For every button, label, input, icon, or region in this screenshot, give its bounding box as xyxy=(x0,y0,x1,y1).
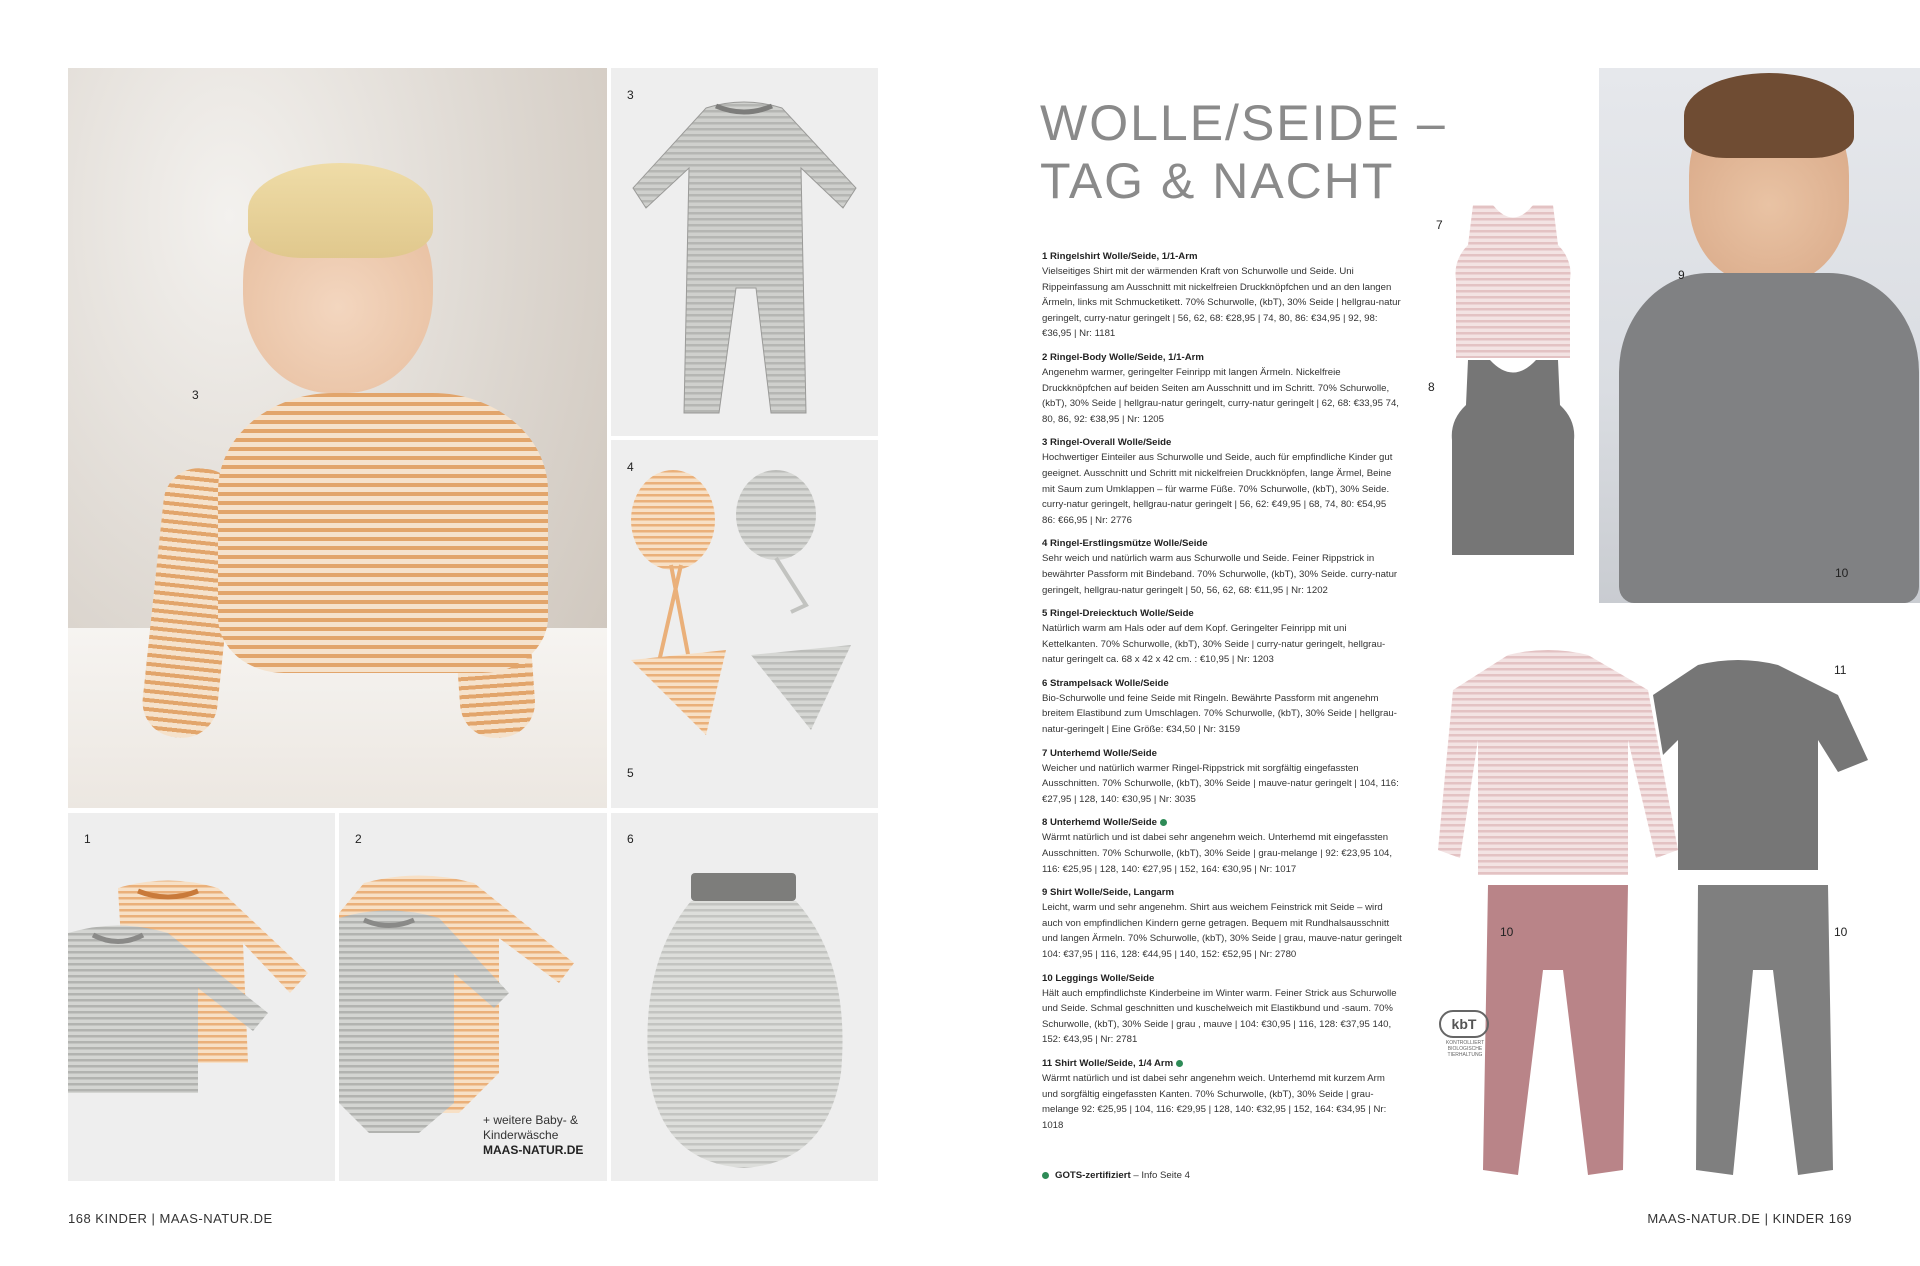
product-item-text: Vielseitiges Shirt mit der wärmenden Kraft von Schurwolle und Seide. Uni Rippeinfassung am Ausschnitt mit nickelfreien Druckknöpfchen und an den langen Ärmeln, links mit Schmucketikett. 70% Schurwolle, (kbT), 30% Seide | hellgrau-natur geringelt, curry-natur geringelt | 56, 62, 68: €28,95 | 74, 80, 86: €34,95 | 92, 98: €36,95 | Nr: 1181 xyxy=(1042,266,1401,340)
boy-wearing-shirt-photo xyxy=(1599,68,1920,603)
boy-hair xyxy=(1684,73,1854,158)
gots-dot-icon xyxy=(1176,1060,1183,1067)
kbt-certification-logo xyxy=(1439,1010,1491,1062)
hero-baby-photo xyxy=(68,68,607,808)
leggings-gray-number: 10 xyxy=(1834,925,1848,939)
hats-scarves-product-photo xyxy=(611,440,878,808)
ringelshirt-garments xyxy=(68,813,335,1181)
product-item-text: Natürlich warm am Hals oder auf dem Kopf. Geringelter Feinripp mit uni Kettelkanten. 70% Schurwolle, (kbT), 30% Seide | curry-natur geringelt, hellgrau-natur geringelt ca. 68 x 42 x 42 cm. : €10,95 | Nr: 1203 xyxy=(1042,623,1386,666)
product-item-text: Wärmt natürlich und ist dabei sehr angenehm weich. Unterhemd mit kurzem Arm und sorgfältig eingefassten Kanten. 70% Schurwolle, (kbT), 30% Seide | grau-melange 92: €25,95 | 104, 116: €29,95 | 128, 140: €32,95 | 152, 164: €34,95 | Nr: 1018 xyxy=(1042,1072,1387,1131)
product-item-title xyxy=(1042,886,1402,900)
tank-pink-number: 7 xyxy=(1436,218,1443,232)
footer-left: 168 KINDER | MAAS-NATUR.DE xyxy=(68,1211,273,1226)
leggings-mauve-number: 10 xyxy=(1500,925,1514,939)
product-item-title xyxy=(1042,816,1402,830)
more-note-url-text: MAAS-NATUR.DE xyxy=(483,1143,584,1157)
product-item-title xyxy=(1042,607,1402,621)
hats-number: 4 xyxy=(627,460,634,474)
product-item xyxy=(1042,351,1402,427)
product-item-title xyxy=(1042,436,1402,450)
product-item-text: Bio-Schurwolle und feine Seide mit Ringeln. Bewährte Passform mit angenehm breitem Elastibund zum Umschlagen. 70% Schurwolle, (kbT), 30% Seide | hellgrau-natur-geringelt | Eine Größe: €34,50 | Nr: 3159 xyxy=(1042,692,1397,736)
boy-shirt-number: 9 xyxy=(1678,268,1685,282)
product-item-text: Wärmt natürlich und ist dabei sehr angenehm weich. Unterhemd mit eingefassten Ausschnitten. 70% Schurwolle, (kbT), 30% Seide | grau-melange | 92: €23,95 104, 116: €25,95 | 128, 140: €27,95 | 152, 164: €30,95 | Nr: 1017 xyxy=(1042,832,1393,875)
hats-scarves-garments xyxy=(611,440,878,808)
gots-note xyxy=(1042,1170,1190,1181)
product-item xyxy=(1042,886,1402,962)
gots-note-rest: – Info Seite 4 xyxy=(1130,1170,1190,1181)
product-item-title xyxy=(1042,250,1402,264)
product-item-text: Weicher und natürlich warmer Ringel-Rippstrick mit sorgfältig eingefassten Ausschnitten. 70% Schurwolle, (kbT), 30% Seide | mauve-natur geringelt | 104, 116: €27,95 | 128, 140: €30,95 | Nr: 3035 xyxy=(1042,762,1399,805)
product-descriptions xyxy=(1042,250,1402,1142)
page-headline xyxy=(1040,94,1447,210)
boy-leggings-number: 10 xyxy=(1835,566,1849,580)
boy-gray-shirt xyxy=(1619,273,1919,603)
product-item xyxy=(1042,1057,1402,1133)
strampelsack-garment xyxy=(611,813,878,1181)
body-number: 2 xyxy=(355,832,362,846)
baby-striped-shirt xyxy=(218,393,548,673)
product-item-text: Hochwertiger Einteiler aus Schurwolle und Seide, auch für empfindliche Kinder gut geeignet. Ausschnitt und Schritt mit nickelfreien Druckknöpfen, lange Ärmel, Beine mit Saum zum Umklappen – für warme Füße. 70% Schurwolle, (kbT), 30% Seide. curry-natur geringelt, hellgrau-natur geringelt | 56, 62: €49,95 | 68, 74, 80: €54,95 86: €66,95 | Nr: 2776 xyxy=(1042,452,1393,526)
ringelshirt-product-photo xyxy=(68,813,335,1181)
product-item-title-text: 6 Strampelsack Wolle/Seide xyxy=(1042,677,1169,689)
product-item-text: Leicht, warm und sehr angenehm. Shirt aus weichem Feinstrick mit Seide – wird auch von empfindlichen Kindern gerne getragen. Bequem mit Rundhalsausschnitt und langen Ärmeln. 70% Schurwolle, (kbT), 30% Seide | grau, mauve-natur geringelt 104: €37,95 | 116, 128: €44,95 | 140, 152: €52,95 | Nr: 2780 xyxy=(1042,902,1402,960)
product-item-title-text: 8 Unterhemd Wolle/Seide xyxy=(1042,817,1157,829)
product-item xyxy=(1042,972,1402,1048)
product-item-text: Sehr weich und natürlich warm aus Schurwolle und Seide. Feiner Rippstrick in bewährter Passform mit Bindeband. 70% Schurwolle, (kbT), 30% Seide. curry-natur geringelt, hellgrau-natur geringelt | 50, 56, 62, 68: €11,95 | Nr: 1202 xyxy=(1042,553,1398,596)
product-item-title xyxy=(1042,747,1402,761)
more-note-line2: Kinderwäsche xyxy=(483,1128,559,1142)
product-item-text: Hält auch empfindlichste Kinderbeine im Winter warm. Feiner Strick aus Schurwolle und Seide. Schmal geschnitten und kuschelweich mit Elastikbund und -saum. 70% Schurwolle, (kbT), 30% Seide | grau , mauve | 104: €30,95 | 116, 128: €37,95 140, 152: €43,95 | Nr: 2781 xyxy=(1042,987,1397,1046)
hero-number: 3 xyxy=(192,388,199,402)
product-item-title-text: 5 Ringel-Dreiecktuch Wolle/Seide xyxy=(1042,608,1194,620)
product-item-title-text: 1 Ringelshirt Wolle/Seide, 1/1-Arm xyxy=(1042,251,1198,262)
gots-dot-icon xyxy=(1042,1172,1049,1179)
sack-number: 6 xyxy=(627,832,634,846)
product-item-title-text: 7 Unterhemd Wolle/Seide xyxy=(1042,747,1157,759)
more-note-url xyxy=(483,1143,583,1158)
product-item xyxy=(1042,436,1402,528)
shirt-dark-number: 11 xyxy=(1834,663,1847,677)
overall-product-photo xyxy=(611,68,878,436)
product-item-title-text: 2 Ringel-Body Wolle/Seide, 1/1-Arm xyxy=(1042,351,1204,363)
overall-garment xyxy=(611,68,878,436)
kbt-logo-sub: KONTROLLIERT BIOLOGISCHE TIERHALTUNG xyxy=(1445,1040,1485,1058)
gots-dot-icon xyxy=(1160,819,1167,826)
overall-number: 3 xyxy=(627,88,634,102)
product-item-title xyxy=(1042,677,1402,691)
product-item-text: Angenehm warmer, geringelter Feinripp mit langen Ärmeln. Nickelfreie Druckknöpfchen auf beiden Seiten am Ausschnitt und im Schritt. 70% Schurwolle, (kbT), 30% Seide | hellgrau-natur geringelt, curry-natur geringelt | 62, 68: €33,95 74, 80, 86, 92: €38,95 | Nr: 1205 xyxy=(1042,366,1399,425)
product-item xyxy=(1042,250,1402,342)
tank-dark-number: 8 xyxy=(1428,380,1435,394)
gots-note-label: GOTS-zertifiziert xyxy=(1055,1170,1131,1181)
product-item xyxy=(1042,747,1402,808)
shirts-leggings-garments xyxy=(1438,650,1878,1190)
product-item-title xyxy=(1042,1057,1402,1071)
product-item-title-text: 10 Leggings Wolle/Seide xyxy=(1042,972,1155,984)
more-note-line1: + weitere Baby- & xyxy=(483,1113,579,1127)
strampelsack-product-photo xyxy=(611,813,878,1181)
footer-right: MAAS-NATUR.DE | KINDER 169 xyxy=(1647,1211,1852,1226)
product-item-title xyxy=(1042,351,1402,365)
scarf-number: 5 xyxy=(627,766,634,780)
product-item xyxy=(1042,537,1402,598)
product-item xyxy=(1042,607,1402,668)
product-item xyxy=(1042,677,1402,738)
headline-line1: WOLLE/SEIDE – xyxy=(1040,95,1447,151)
baby-hair xyxy=(248,163,433,258)
product-item-title-text: 11 Shirt Wolle/Seide, 1/4 Arm xyxy=(1042,1057,1174,1069)
product-item-title xyxy=(1042,972,1402,986)
product-item-title-text: 9 Shirt Wolle/Seide, Langarm xyxy=(1042,887,1175,899)
more-baby-note xyxy=(483,1113,583,1158)
tank-tops-garments xyxy=(1448,200,1578,560)
product-item-title-text: 4 Ringel-Erstlingsmütze Wolle/Seide xyxy=(1042,538,1208,550)
shirts-number: 1 xyxy=(84,832,91,846)
product-item-title xyxy=(1042,537,1402,551)
headline-line2: TAG & NACHT xyxy=(1040,153,1395,209)
kbt-logo-label: kbT xyxy=(1439,1010,1489,1038)
product-item-title-text: 3 Ringel-Overall Wolle/Seide xyxy=(1042,437,1172,449)
product-item xyxy=(1042,816,1402,877)
